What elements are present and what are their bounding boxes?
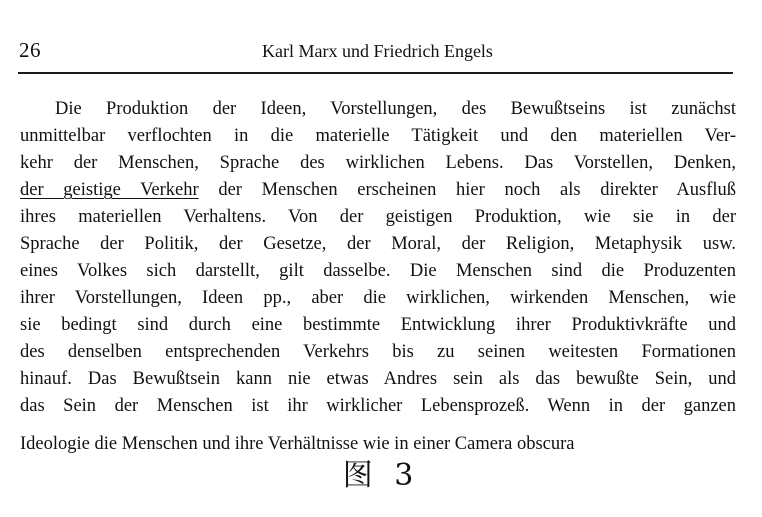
- text-line: kehr der Menschen, Sprache des wirklichen Lebens. Das Vorstellen, Denken,: [20, 153, 736, 173]
- text-line: des denselben entsprechenden Verkehrs bis zu seinen weitesten Formationen: [20, 342, 736, 362]
- text-line-with-underline: [20, 177, 736, 204]
- page-number: 26: [19, 38, 41, 62]
- cropped-text: Ideologie die Menschen und ihre Verhältnisse wie in einer Camera obscura: [20, 434, 575, 454]
- body-paragraph: [20, 96, 736, 420]
- text-line: ihres materiellen Verhaltens. Von der geistigen Produktion, wie sie in der: [20, 207, 736, 227]
- underlined-phrase: der geistige Verkehr: [20, 180, 199, 200]
- text-line: eines Volkes sich darstellt, gilt dasselbe. Die Menschen sind die Produzenten: [20, 261, 736, 281]
- figure-caption: 图 3: [342, 458, 420, 493]
- text-line: hinauf. Das Bewußtsein kann nie etwas Andres sein als das bewußte Sein, und: [20, 369, 736, 389]
- running-head: Karl Marx und Friedrich Engels: [262, 41, 493, 61]
- text-line: Sprache der Politik, der Gesetze, der Moral, der Religion, Metaphysik usw.: [20, 234, 736, 254]
- text-line: sie bedingt sind durch eine bestimmte Entwicklung ihrer Produktivkräfte und: [20, 315, 736, 335]
- text-line: Die Produktion der Ideen, Vorstellungen, des Bewußtseins ist zunächst: [55, 99, 736, 119]
- text-line: unmittelbar verflochten in die materielle Tätigkeit und den materiellen Ver-: [20, 126, 736, 146]
- text-line: das Sein der Menschen ist ihr wirklicher Lebensprozeß. Wenn in der ganzen: [20, 396, 736, 416]
- cropped-text-line: [20, 431, 736, 454]
- text-line-rest: der Menschen erscheinen hier noch als direkter Ausfluß: [218, 180, 737, 200]
- header-rule: [18, 72, 733, 74]
- text-line: ihrer Vorstellungen, Ideen pp., aber die wirklichen, wirkenden Menschen, wie: [20, 288, 736, 308]
